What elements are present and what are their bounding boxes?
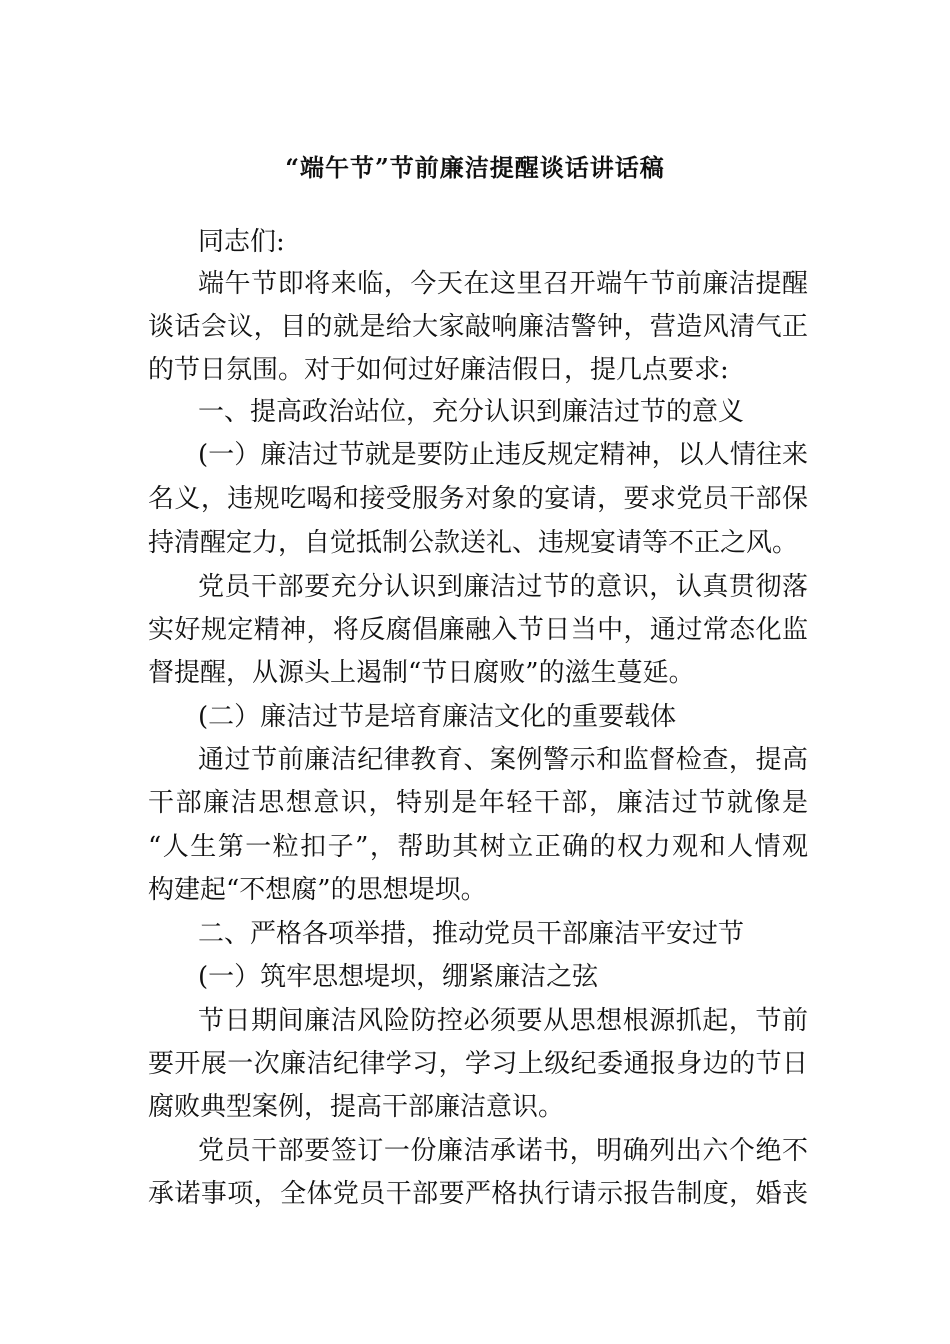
section-heading: 一、提高政治站位，充分认识到廉洁过节的意义 [198, 397, 745, 427]
text-line: 节日期间廉洁风险防控必须要从思想根源抓起，节前 [198, 1006, 808, 1036]
text-line: 的节日氛围。对于如何过好廉洁假日，提几点要求: [148, 355, 729, 385]
text-line: 名义，违规吃喝和接受服务对象的宴请，要求党员干部保 [148, 484, 808, 514]
text-line: 督提醒，从源头上遏制“节日腐败”的滋生蔓延。 [148, 658, 695, 688]
text-line: 党员干部要签订一份廉洁承诺书，明确列出六个绝不 [198, 1136, 808, 1166]
text-line: 持清醒定力，自觉抵制公款送礼、违规宴请等不正之风。 [148, 528, 799, 558]
text-line: 谈话会议，目的就是给大家敲响廉洁警钟，营造风清气正 [148, 312, 808, 342]
text-line: 实好规定精神，将反腐倡廉融入节日当中，通过常态化监 [148, 615, 808, 645]
text-line: “人生第一粒扣子”，帮助其树立正确的权力观和人情观 [148, 832, 808, 862]
text-line: 要开展一次廉洁纪律学习，学习上级纪委通报身边的节日 [148, 1049, 808, 1079]
text-line: 党员干部要充分认识到廉洁过节的意识，认真贯彻落 [198, 572, 808, 602]
text-line: 承诺事项，全体党员干部要严格执行请示报告制度，婚丧 [148, 1179, 808, 1209]
salutation: 同志们: [198, 227, 285, 257]
text-line: 干部廉洁思想意识，特别是年轻干部，廉洁过节就像是 [148, 788, 808, 818]
text-line: 通过节前廉洁纪律教育、案例警示和监督检查，提高 [198, 745, 808, 775]
text-line: 腐败典型案例，提高干部廉洁意识。 [148, 1092, 565, 1122]
document-title: “端午节”节前廉洁提醒谈话讲话稿 [285, 153, 665, 182]
text-line: (一）廉洁过节就是要防止违反规定精神，以人情往来 [198, 440, 808, 470]
text-line: 端午节即将来临，今天在这里召开端午节前廉洁提醒 [198, 269, 808, 299]
text-line: 构建起“不想腐”的思想堤坝。 [148, 875, 487, 905]
section-heading: 二、严格各项举措，推动党员干部廉洁平安过节 [198, 919, 745, 949]
subsection-heading: (一）筑牢思想堤坝，绷紧廉洁之弦 [198, 962, 599, 992]
subsection-heading: (二）廉洁过节是培育廉洁文化的重要载体 [198, 702, 677, 732]
